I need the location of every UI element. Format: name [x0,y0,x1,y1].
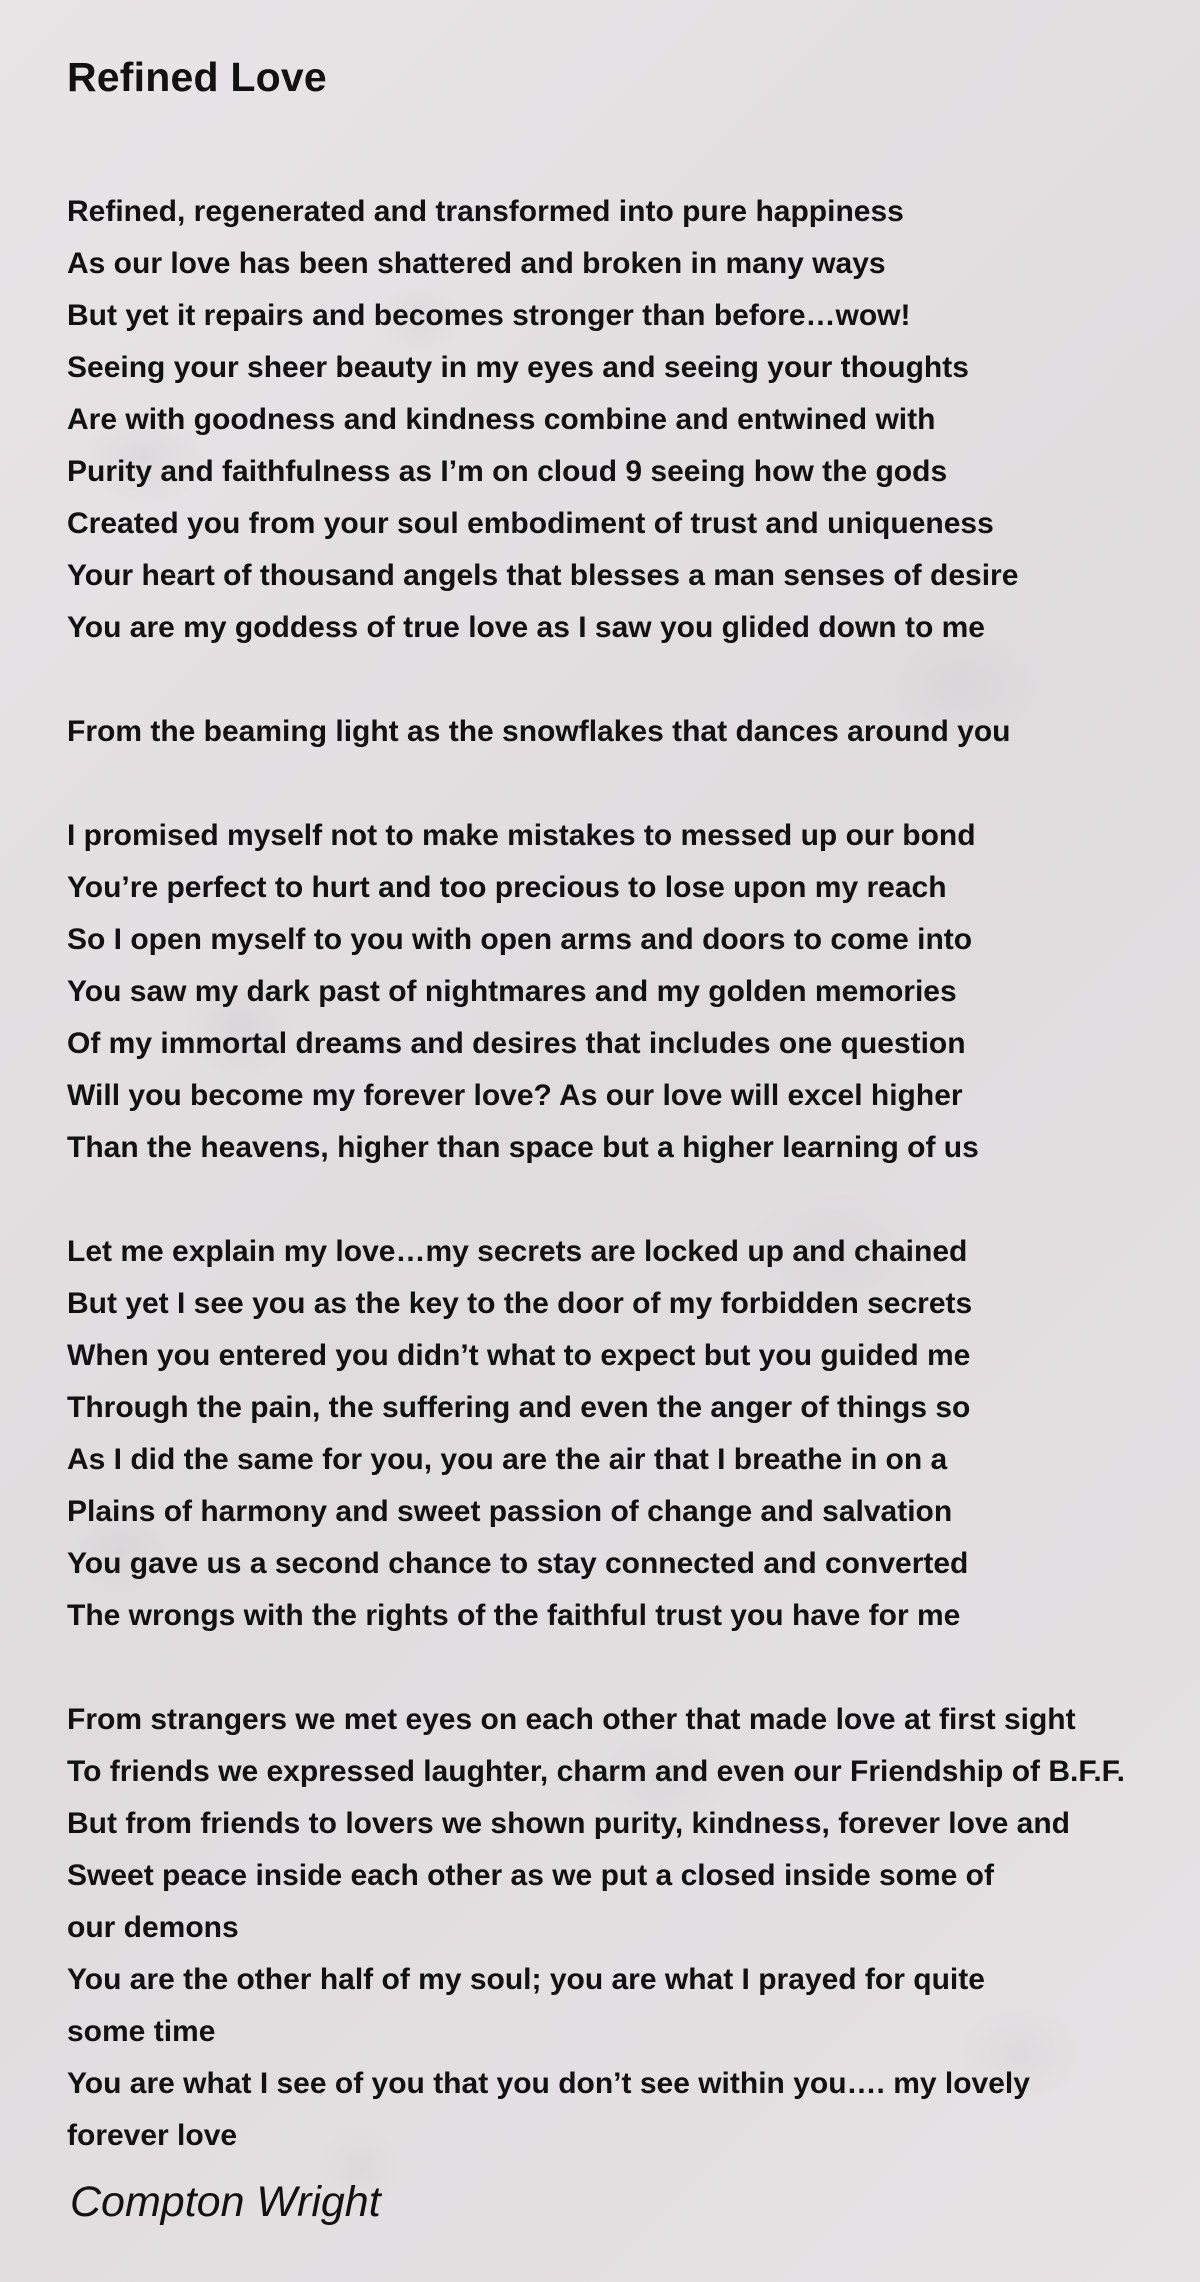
poem-line: As our love has been shattered and broken in many ways [67,247,886,280]
poem-line: You gave us a second chance to stay connected and converted [67,1547,969,1580]
poem-line: Plains of harmony and sweet passion of change and salvation [67,1495,953,1528]
poem-line: You are what I see of you that you don’t see within you…. my lovely [67,2067,1030,2100]
poem-line: From strangers we met eyes on each other that made love at first sight [67,1703,1076,1736]
poem-line: Purity and faithfulness as I’m on cloud 9 seeing how the gods [67,455,948,488]
poem-line: But yet it repairs and becomes stronger than before…wow! [67,299,911,332]
stanza-break [67,654,1200,706]
poem-line: But from friends to lovers we shown purity, kindness, forever love and [67,1807,1070,1840]
poem-line: As I did the same for you, you are the air that I breathe in on a [67,1443,948,1476]
poem-line: You saw my dark past of nightmares and my golden memories [67,975,957,1008]
poem-line: Of my immortal dreams and desires that includes one question [67,1027,966,1060]
poem-line: Sweet peace inside each other as we put a closed inside some of [67,1859,994,1892]
poem-author: Compton Wright [70,2178,381,2226]
poem-line: Through the pain, the suffering and even the anger of things so [67,1391,971,1424]
poem-line: I promised myself not to make mistakes to messed up our bond [67,819,976,852]
stanza-break [67,1642,1200,1694]
poem-line: forever love [67,2119,238,2152]
poem-container [67,44,1200,2162]
poem-line: You are my goddess of true love as I saw you glided down to me [67,611,985,644]
poem-line: But yet I see you as the key to the door of my forbidden secrets [67,1287,973,1320]
poem-body [67,186,1200,2162]
poem-line: Will you become my forever love? As our love will excel higher [67,1079,963,1112]
poem-line: Are with goodness and kindness combine and entwined with [67,403,936,436]
poem-line: Your heart of thousand angels that blesses a man senses of desire [67,559,1019,592]
poem-line: Than the heavens, higher than space but a higher learning of us [67,1131,979,1164]
poem-line: The wrongs with the rights of the faithful trust you have for me [67,1599,961,1632]
poem-line: So I open myself to you with open arms and doors to come into [67,923,973,956]
poem-line: our demons [67,1911,239,1944]
poem-line: From the beaming light as the snowflakes that dances around you [67,715,1011,748]
stanza-break [67,758,1200,810]
poem-line: You’re perfect to hurt and too precious to lose upon my reach [67,871,947,904]
stanza-break [67,1174,1200,1226]
poem-line: Seeing your sheer beauty in my eyes and seeing your thoughts [67,351,969,384]
poem-line: some time [67,2015,216,2048]
poem-line: Let me explain my love…my secrets are locked up and chained [67,1235,968,1268]
poem-line: Refined, regenerated and transformed into pure happiness [67,195,904,228]
poem-line: To friends we expressed laughter, charm and even our Friendship of B.F.F. [67,1755,1126,1788]
poem-title: Refined Love [67,54,327,100]
poem-line: When you entered you didn’t what to expect but you guided me [67,1339,971,1372]
poem-line: Created you from your soul embodiment of trust and uniqueness [67,507,994,540]
poem-line: You are the other half of my soul; you are what I prayed for quite [67,1963,985,1996]
